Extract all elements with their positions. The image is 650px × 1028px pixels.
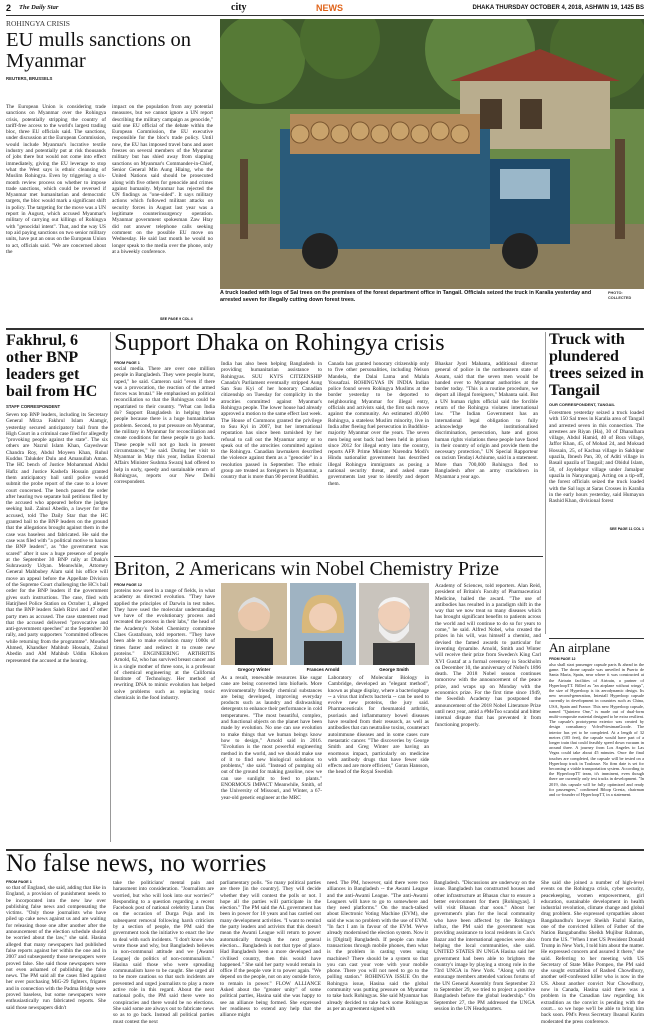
photo-label-arnold: Frances Arnold (306, 667, 340, 672)
story-eu-col1: The European Union is considering trade sanctions on Myanmar over the Rohingya crisis, potentially stripping the country of tariff-free access to the world's largest trading bloc, three EU officials said. The sanctions, under discussion at the European Commission, would include Myanmar's lucrative textile industry and potentially put at risk thousands of jobs there but would not come into effect immediately, giving the EU leverage to stop what the West says is ethnic cleansing of Muslim Rohingya. Even by triggering a six-month review process on whether to impose trade sanctions, which could be reversed if Myanmar met humanitarian and democratic targets, the bloc would mark a significant shift in policy. The targeting for the move was a UN report in August, which accused Myanmar's military of carrying out killings of Rohingya with "genocidal intent". That, and the way US top aid paying sanctions on two senior military units, have put an onus on the European Union to act, officials said. "We are concerned about the (6, 104, 106, 255)
body: Forestmen yesterday seized a truck loaded with 150 Sal trees in Karalia area of Tangail and arrested seven in this connection. The arrestees are Riyan (Ha), 30 of Dhanalhara village, Abdul Hamid, 40 of Bora village, Jaffor Khan, 45, of Mohad 24, and Moksad Hossain, 25, of Kachua village in Sakhipur upazila, Ibnesh Pan, 30, of Aditi village in Basail upazila of Tangail; and Obidul Islam, 50, of Joydebpur village under Jamalpur upazila in Narayanganj. Acting on a tip-off, the forest officials seized the truck loaded with the Sal logs at Saras Crosses in Karalia in the early hours yesterday, said Humayun Rashid Khan, divisional forest (549, 410, 644, 505)
story-false-news (6, 880, 644, 1026)
col4: need. The PM, however, said there were two alliances in Bangladesh -- the Awami League and the anti-Awami League. "The anti-Awami Leaguers will have to go to somewhere and they need platforms." On the much-talked about Electronic Voting Machine (EVM), she said she was no problem with the use of EVM. "In fact I am in favour of the EVM. We've already modernised the election system. Now it is [Digital] Bangladesh. If people can make transactions through mobile phones, then what is the problem in casting votes using machines? There should be a system so that you can cast your vote with your mobile phone. There you will not need to go to the polling station." ROHINGYA ISSUE On the Rohingya issue, Hasina said the global community was putting pressure on Myanmar to take back Rohingyas. She said Myanmar has already decided to take back some Rohingyas as per an agreement signed with (327, 880, 428, 1012)
story-airplane (549, 641, 644, 846)
intro: proteins now used in a range of fields, in what academy as directed evolution. "They have applied the principles of Darwin in test tubes. They have used the molecular understanding we have of the evolutionary process and recreated the process in their labs," the head of the Academy's Nobel Chemistry committee Claes Gustafsson, told reporters. "They have been able to make evolution many 1000s of times faster and redirect it to create new proteins." ENGINEERING ARTHRITIS Arnold, 62, who has survived breast cancer and is a single mother of three sons, is a professor of chemical engineering at the California Institute of Technology. Her method of rewriting DNA to mimic evolution has helped solve problems such as replacing toxic chemicals in the food industry. (114, 588, 215, 702)
col2: take the politicians' mental pain and harassment into consideration. "Journalists are worried, but who will look into our worries?" Responding to a question regarding a recent Facebook post of national celebrity Lutun Das on the occasion of Durga Puja and its subsequent removal following harsh criticism by a section of people, the PM said the government took the initiative to enact the law to deal with such incidents. "I don't know who wrote those and why, but Bangladesh believes in non-communal attitude and we [Awami League] do politics of non-communalism." Hasina said those who were spreading communalism have to be caught. She urged all to be more cautious so that such incidents are prevented and urged journalists to play a more active role in this regard. About the next national polls, the PM said there were no conspiracies and there would be no elections. She said some are always out to fabricate news so as to go back. Instead all political parties must contest the next (113, 880, 214, 1025)
from-page: FROM PAGE 12 (114, 583, 142, 587)
masthead-rule (6, 15, 644, 16)
news-label: NEWS (316, 3, 343, 13)
col1: social media. There are over one million people in Bangladesh. They were people burnt, raped," he said. Cameron said "even if there was a provocation, the reaction of the armed forces was brutal." He emphasised on political reconciliation so that the Rohingyas could be repatriated to their country. "What can India do? Support Bangladesh in helping these people because there is a huge humanitarian problem. Second, to put pressure on Myanmar, the military in Myanmar for reconciliation and create conditions for these people to go back. These people will not go back in present circumstances," he said. During her visit to Myanmar in May this year, Indian External Affairs Minister Sushma Swaraj had offered to help in early, speedy and sustainable return of Rohingyas, reports our New Delhi correspondent. (114, 366, 215, 486)
headline[interactable]: An airplane (549, 640, 611, 655)
byline: OUR CORRESPONDENT, TANGAIL (549, 402, 615, 407)
photo-label-winter: Gregory Winter (237, 667, 271, 672)
column-divider (545, 332, 546, 634)
portrait (290, 583, 356, 665)
dateline: DHAKA THURSDAY OCTOBER 4, 2018, ASHWIN 19, 1425 BS (472, 5, 644, 11)
col6: She said she joined a number of high-level events on the Rohingya crisis, cyber security, peacekeeping, women empowerment, girl education, sustainable development in health industrial revolution, climate change and global drug problem. She expressed sympathies about Bangabandhu's lawyer Sheikh Fazlul Karim, one of the convicted killers of Father of the Nation Bangabandhu Sheikh Mujibur Rahman, from the US. "When I met US President Donald Trump in New York, I told him about the matter. He expressed concern and assured it there," she said. Referring to her meeting with US Secretary of State Mike Pompeo, the PM said she sought extradition of Rashed Chowdhury, another self-confessed killer who is now in the US. About another convict Nur Chowdhury, now in Canada, Hasina said there was a problem in the Canadian law regarding his extradition as the convict is pending with the court... so we hope we'll be able to bring him back soon. PM's Press Secretary Ihsanul Karim moderated the press conference. (541, 880, 644, 1025)
story-nobel-headline[interactable]: Briton, 2 Americans win Nobel Chemistry Prize (114, 558, 499, 580)
section-rule-3 (549, 638, 644, 639)
byline: STAFF CORRESPONDENT (6, 404, 61, 409)
brand-logo: The Daily Star (19, 4, 59, 11)
photo-credit: PHOTO: COLLECTED (608, 291, 632, 300)
body: Seven top BNP leaders, including its Secretary General Mirza Fakhrul Islam Alamgir, yesterday secured anticipatory bail from the High Court in a criminal case filed for allegedly "provoking people against the state". The six others are Nazrul Islam Khan, Gayeshwar Chandra Roy, Abdul Moyeen Khan, Ruhul Kuddus Talukder Dulu and Amanullah Aman. The HC bench of Justice Mohammad Abdul Hafiz and Justice Kashefa Hossain granted them anticipatory bail until police would submit the probe report of the case to a lower court concerned. The bench passed the order after hearing two separate bail petitions filed by the accused who appeared before the judges seeking bail. Zainul Abedin, a lawyer for the accused, told The Daily Star that the HC granted bail to the BNP leaders on the ground that the allegations brought against them in the case was baseless and fabricated. He said the case was filed with "a political motive to harass the BNP leaders", as "the government was scared" after it saw a huge presence of people at the September 30 BNP rally at Dhaka's Suhrawardy Udyan. Meanwhile, Attorney General Mahbubey Alam said his office will move an appeal before the Appellate Division of the Supreme Court challenging the HC's bail order for the BNP leaders if the government gives such instructions. The case, filed with Hatirjheel Police Station on October 1, alleged that the BNP leaders Saleh Rizvi and 47 other party men as accused. The case statement read that the accused delivered "provocative and anti-government speeches" at the September 30 rally, and party supporters "committed offences while returning from the programme". Moudud Ahmed, Khandker Mahbub Hossain, Zainul Abedin and AM Mahbub Uddin Khokon represented the accused at the hearing. (6, 412, 108, 664)
portrait (221, 583, 287, 665)
byline: REUTERS, BRUSSELS (6, 76, 53, 81)
photo-caption: A truck loaded with logs of Sal trees on the premises of the forest department office in Tangail. Officials seized the truck in Karalia yesterday and arrested seven for illegally cutting down forest trees. (220, 290, 592, 303)
photo-label-smith: George Smith (379, 667, 409, 672)
story-false-news-headline[interactable]: No false news, no worries (6, 850, 267, 877)
headline[interactable]: Truck with plundered trees seized in Tangail (549, 331, 644, 399)
col1: so that of England, she said, adding that like in England, a provision of punishment needs to be incorporated into the new law over publishing false news and compensating the victims. "Only those journalists who have piled up cake news against us and are waiting for releasing those one after another after the announcement of the election schedule should be worried about the law," she said. Hasina alleged that many newspapers had published false reports against her within the one and in 2007 and subsequently those newspapers were proved false. She said those newspapers were not even ashamed of publishing the false news. The PM said all the cases filed against her over purchasing MiG-29 fighters, frigates and in connection with the Padma Bridge were proved baseless, but some newspapers were enthusiastically run fabricated reports. She said those newspapers didn't (6, 885, 106, 1011)
col4: Bhaskar Jyoti Mahanta, additional director general of police in the northeastern state of Assam, said that the seven men would be handed over to Myanmar authorities at the border today. "This is a routine procedure, we deport all illegal foreigners," Mahanta said. But a UN human rights official said the forcible return of the Rohingya violates international law. "The Indian Government has an international legal obligation to fully acknowledge the institutionalised discrimination, persecution, hate and gross human rights violations these people have faced in their country of origin and provide them the necessary protection," UN Special Rapporteur on racism Tendayi Achiume, said in a statement. More than 700,000 Rohingya fled to Bangladesh after an army crackdown in Myanmar a year ago. (435, 361, 538, 481)
section-label: city (231, 2, 247, 13)
col3: Laboratory of Molecular Biology in Cambridge, developed an "elegant method", known as phage display, where a bacteriophage -- a virus that infects bacteria -- can be used to evolve new proteins, the jury said. Pharmaceuticals for rheumatoid arthritis, psoriasis and inflammatory bowel diseases have resulted from their research, as well as antibodies that can neutralise toxins, counteract autoimmune diseases and in some cases cure metastatic cancer. "The discoveries by George Smith and Greg Winter are having an enormous impact, particularly on medicine with antibody drugs that have fewer side effects and are more efficient," Goran Hansson, the head of the Royal Swedish (328, 675, 429, 776)
headline[interactable]: EU mulls sanctions on Myanmar (6, 29, 192, 72)
col4: Academy of Sciences, told reporters. Alan Reid, president of Britain's Faculty of Pharmaceutical Medicine, hailed the award. "The use of antibodies has resulted in a paradigm shift in the way that we now treat so many diseases which has brought significant benefits to patients across the world and will continue to do so for years to come," he said. Alfred Nobel, who created the prizes in his will, was himself a chemist, and devised the famed awards to particular for inventing dynamite. Arnold, Smith and Winter will receive their prize from Sweden's King Carl XVI Gustaf at a formal ceremony in Stockholm on December 10, the anniversary of Nobel's 1896 death. The 2018 Nobel season continues tomorrow with the announcement of the peace prize, and wraps up on Monday with the economics prize. For the first time since 1949, the Swedish Academy has postponed the announcement of the 2018 Nobel Literature Prize until next year, amid a #MeToo scandal and bitter internal dispute that has prevented it from functioning properly. (435, 583, 541, 728)
portrait (359, 583, 429, 665)
story-support-dhaka-headline[interactable]: Support Dhaka on Rohingya crisis (114, 330, 445, 356)
col3: parliamentary polls. "So many political parties are there [in the country]. They will decide whether they will contest the polls or not. I hope all the parties will participate in the election." The PM said the AL government has been in power for 10 years and has carried out many development activities. "I want to remind the party leaders and activists that this doesn't mean the Awami League will return to power automatically through the next general election... Bangladesh is not that type of place. Had Bangladesh been a more developed and civilised country, then this would have happened." She said her party would remain in office if the people vote it to power again. "We depend on the people, not on any outside force, to remain in power." FLOW ALLIANCE Asked about the "greater unity" of some political parties, Hasina said she was happy to see an alliance being formed. She expressed her readiness to extend any help that the alliance might (220, 880, 321, 1019)
from-page: FROM PAGE 1 (6, 880, 32, 884)
story-support-dhaka (114, 361, 542, 553)
story-truck-tangail (549, 331, 644, 636)
column-divider (110, 332, 111, 842)
story-nobel (114, 583, 543, 845)
photo-smith (359, 583, 429, 665)
story-eu-col2: impact on the population from any potential measures, but we cannot ignore a UN report describing the military campaign as genocide," said one EU official of the debate within the European Commission, the EU executive responsible for the bloc's trade policy. Until now, the EU has imposed travel bans and asset freezes on several members of the Myanmar military but has shied away from slapping sanctions on Myanmar's Commander-in-Chief, Senior General Min Aung Hlaing, who the United Nations said should be prosecuted along with five others for genocide and crimes against humanity. Myanmar has rejected the UN findings as "one-sided". It says military actions which followed militant attacks on security forces in August last year was a legitimate counterinsurgency operation. Myanmar government spokesman Zaw Htay did not answer telephone calls seeking comment on the possible EU move on Wednesday. He said last month he would no longer speak to the media over the phone, only at a biweekly conference. (112, 104, 213, 255)
kicker: ROHINGYA CRISIS (6, 19, 70, 28)
headline[interactable]: Fakhrul, 6 other BNP leaders get bail from HC (6, 332, 98, 400)
from-page: FROM PAGE 1 (114, 361, 140, 365)
col5: Bangladesh. "Discussions are underway on the issue. Bangladesh has constructed houses and other infrastructure at Bhasan char to ensure a better environment for them [Rohingyas]. I will visit Bhasan char soon." About her government's plan for the local community who have been affected by the Rohingya influx, the PM said the government was providing assistance to local residents in Cox's Bazar and the international agencies were also helping the local communities, she said. UNITED STATES IN UNGA Hasina said her government had been able to brighten the country's image by playing a strong role in the 73rd UNGA in New York. "Along with my entourage members attended various forums of the UN General Assembly from September 23 to September 29, we tried to project a positive Bangladesh before the global leadership." On September 27, the PM addressed the UNGA session in the UN Headquarters. (434, 880, 535, 1012)
photo-winter (221, 583, 287, 665)
section-rule-2 (114, 556, 543, 557)
masthead (6, 3, 644, 14)
body: also shall start passenger capsule parts & ahead in the game. The drone capsule was unveiled in Puerto de Santa Maria, Spain, near where it was constructed at the Airtrain facilities of Airtrain, a partner of HyperloopTT. Billed as "an airplane without wings", the size of Hyperloop is its aerodynamic design. Its new second-generation, Intestall Hyperloop capsule currently in development in countries such as China, USA, Spain and France. This new Hyperloop capsule, named "Quintero One," is made out of dual-form multi-composite material designed to be extra resilient. The capsule's prototypeno exterior was created by design consultancy VolvoPriestmanGoode. The interior has yet to be completed. At a length of 32 metres (105 feet), the capsule would have part of a longer train that could feasibly speed down vacuum in around three. A journey from Los Angeles to Las Vegas could take about 45 minutes. Once the final touches are completed, the capsule will be tested on a Hyperloop track in Toulouse. No firm date is set for becoming a viable transportation system. According to the HyperloopTT team, it's imminent, even though there are currently only test tracks in development. "In 2019, this capsule will be fully optimized and ready for passengers," confirmed Bibop Gresta, chairman and co-founder of HyperloopTT, in a statement. (549, 662, 644, 798)
from-page: FROM PAGE 12 (549, 657, 576, 661)
forest-truck-photo (220, 19, 644, 289)
page-number: 2 (6, 3, 12, 13)
continued[interactable]: SEE PAGE 11 COL 1 (609, 527, 644, 531)
photo-illustration (220, 19, 644, 289)
col2: As a result, renewable resources like sugar cane are being converted into biofuels. More environmentally friendly chemical substances are being developed, improving everyday products such as laundry and dishwashing detergents to enhance their performance in cold temperatures. "The most beautiful, complex, and functional objects on the planet have been made by evolution. No one can use evolution to make things that we human beings know how to design," Arnold said in 2016. "Evolution is the most powerful engineering method in the world, and we should make use of it to find new biological solutions to problems," she said. "Instead of pumping oil out of the ground for making gasoline, now we can use sunlight to feed to plants." ENORMOUS IMPACT Meanwhile, Smith, of the University of Missouri, and Winter, a 67-year-old genetic engineer at the MRC (221, 675, 322, 801)
col2: India has also been helping Bangladesh in providing humanitarian assistance to Rohingyas. SUU KYI'S CITIZENSHIP Canada's Parliament eventually stripped Aung San Suu Kyi of her honorary Canadian citizenship on Tuesday for complicity in the atrocities committed against Myanmar's Rohingya people. The lower house had already approved a motion to the same effect last week. The House of Commons granted the privilege to Suu Kyi in 2007, but her international reputation has since been tarnished by her refusal to call out the Myanmar army or to speak out of the atrocities committed against the Rohingya. Canadian lawmakers described the violence against them as a "genocide" in a resolution passed in September. The ethnic group are treated as foreigners in Myanmar, a country that is more than 90 percent Buddhist. (221, 361, 322, 481)
col3: Canada has granted honorary citizenship only to five other personalities, including Nelson Mandela, the Dalai Lama and Malala Yousafzai. ROHINGYAS IN INDIA Indian police found seven Rohingya Muslims at the border yesterday to be deported to neighbouring Myanmar for illegal entry, officials and activists said, the first such move against the community. An estimated 40,000 Rohingya, a stateless Muslim minority, live in India after fleeing fuel persecution in Buddhist-majority Myanmar over the years. The seven men being sent back had been held in prison since 2012 for illegal entry into the country, reports AFP. Prime Minister Narendra Modi's Hindu nationalist government has described illegal Rohingya immigrants as posing a national security threat, and asked state governments last year to identify and deport them. (328, 361, 429, 487)
photo-arnold (290, 583, 356, 665)
story-bnp-bail (6, 332, 108, 847)
continued[interactable]: SEE PAGE 9 COL 4 (160, 317, 193, 321)
